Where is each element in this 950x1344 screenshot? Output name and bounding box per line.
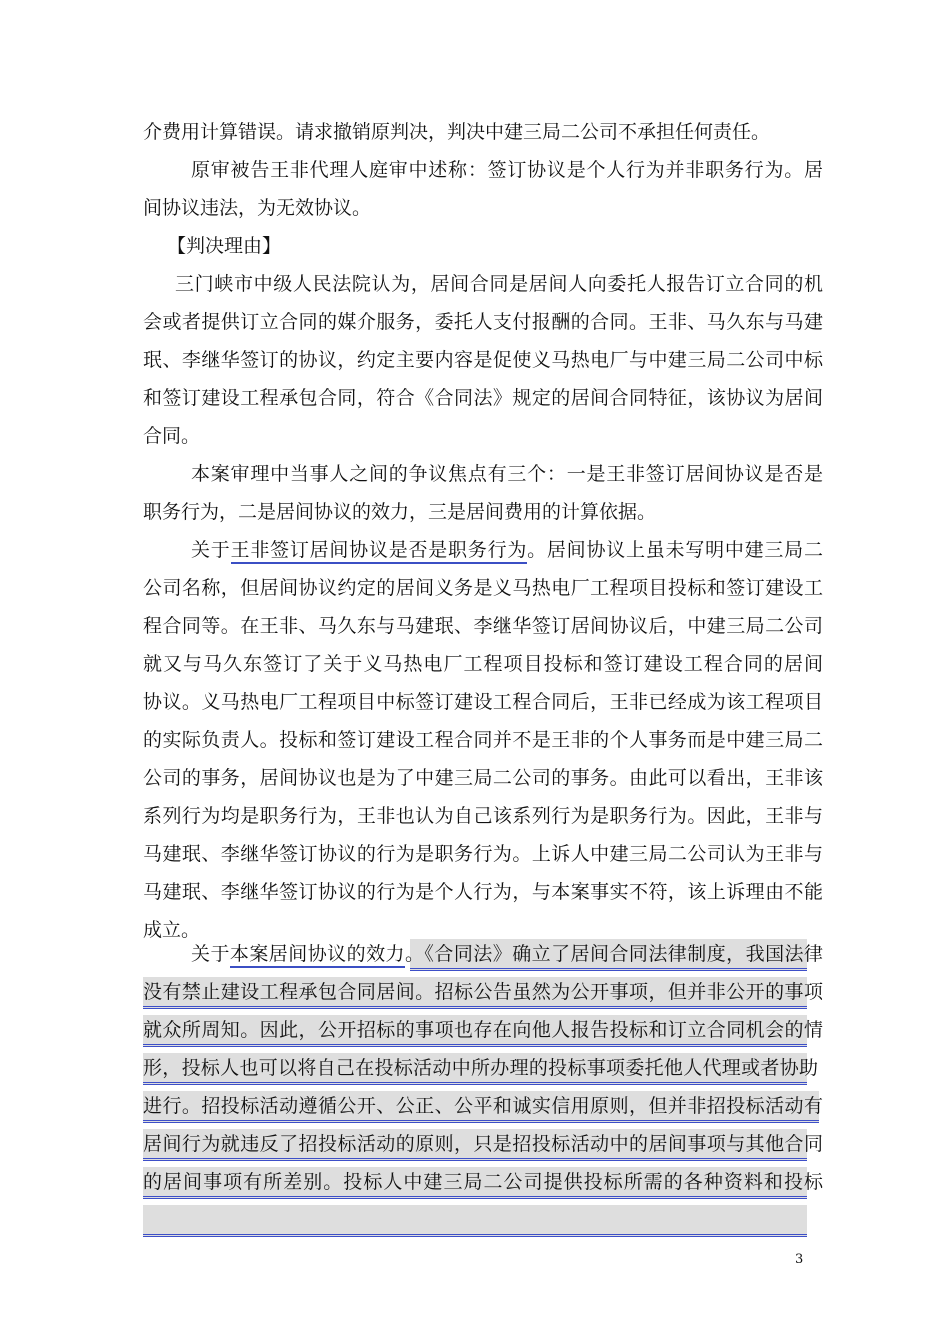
text-line	[191, 532, 823, 568]
text-line: 间协议违法，为无效协议。	[143, 197, 372, 219]
text-run: 关于	[191, 539, 231, 561]
text-run: 。《合同法》确立了居间合同法律制度，我国法律	[404, 943, 823, 965]
text-line: 没有禁止建设工程承包合同居间。招标公告虽然为公开事项，但并非公开的事项	[143, 981, 823, 1003]
text-line: 原审被告王非代理人庭审中述称：签订协议是个人行为并非职务行为。居	[191, 159, 823, 181]
text-line: 就又与马久东签订了关于义马热电厂工程项目投标和签订建设工程合同的居间	[143, 653, 823, 675]
text-line: 的实际负责人。投标和签订建设工程合同并不是王非的个人事务而是中建三局二	[143, 729, 823, 751]
text-line: 和签订建设工程承包合同，符合《合同法》规定的居间合同特征，该协议为居间	[143, 387, 823, 409]
text-line: 会或者提供订立合同的媒介服务，委托人支付报酬的合同。王非、马久东与马建	[143, 311, 823, 333]
text-line: 公司的事务，居间协议也是为了中建三局二公司的事务。由此可以看出，王非该	[143, 767, 823, 789]
text-line: 三门峡市中级人民法院认为，居间合同是居间人向委托人报告订立合同的机	[175, 273, 823, 295]
text-line: 的居间事项有所差别。投标人中建三局二公司提供投标所需的各种资料和投标	[143, 1171, 823, 1193]
text-run: 。居间协议上虽未写明中建三局二	[527, 539, 823, 561]
text-run: 关于	[191, 943, 230, 965]
text-line: 珉、李继华签订的协议，约定主要内容是促使义马热电厂与中建三局二公司中标	[143, 349, 823, 371]
section-heading: 【判决理由】	[167, 235, 282, 257]
text-line: 公司名称，但居间协议约定的居间义务是义马热电厂工程项目投标和签订建设工	[143, 577, 823, 599]
text-line: 居间行为就违反了招投标活动的原则，只是招投标活动中的居间事项与其他合同	[143, 1133, 823, 1155]
page-number: 3	[795, 1252, 804, 1267]
text-line: 合同。	[143, 425, 201, 447]
underlined-phrase: 本案居间协议的效力	[230, 943, 405, 968]
text-line: 形，投标人也可以将自己在投标活动中所办理的投标事项委托他人代理或者协助	[143, 1057, 818, 1079]
text-line: 介费用计算错误。请求撤销原判决，判决中建三局二公司不承担任何责任。	[143, 121, 771, 143]
text-line: 马建珉、李继华签订协议的行为是个人行为，与本案事实不符，该上诉理由不能	[143, 881, 823, 903]
text-line: 马建珉、李继华签订协议的行为是职务行为。上诉人中建三局二公司认为王非与	[143, 843, 823, 865]
text-line	[191, 936, 823, 972]
text-line: 系列行为均是职务行为，王非也认为自己该系列行为是职务行为。因此，王非与	[143, 805, 823, 827]
text-line: 进行。招投标活动遵循公开、公正、公平和诚实信用原则，但并非招投标活动有	[143, 1095, 823, 1117]
text-line: 成立。	[143, 919, 201, 941]
text-line: 就众所周知。因此，公开招标的事项也存在向他人报告投标和订立合同机会的情	[143, 1019, 823, 1041]
highlight-bar	[143, 1205, 807, 1237]
text-line: 职务行为，二是居间协议的效力，三是居间费用的计算依据。	[143, 501, 657, 523]
underlined-phrase: 王非签订居间协议是否是职务行为	[231, 539, 528, 564]
text-line: 本案审理中当事人之间的争议焦点有三个：一是王非签订居间协议是否是	[191, 463, 823, 485]
text-line: 程合同等。在王非、马久东与马建珉、李继华签订居间协议后，中建三局二公司	[143, 615, 823, 637]
text-line: 协议。义马热电厂工程项目中标签订建设工程合同后，王非已经成为该工程项目	[143, 691, 823, 713]
